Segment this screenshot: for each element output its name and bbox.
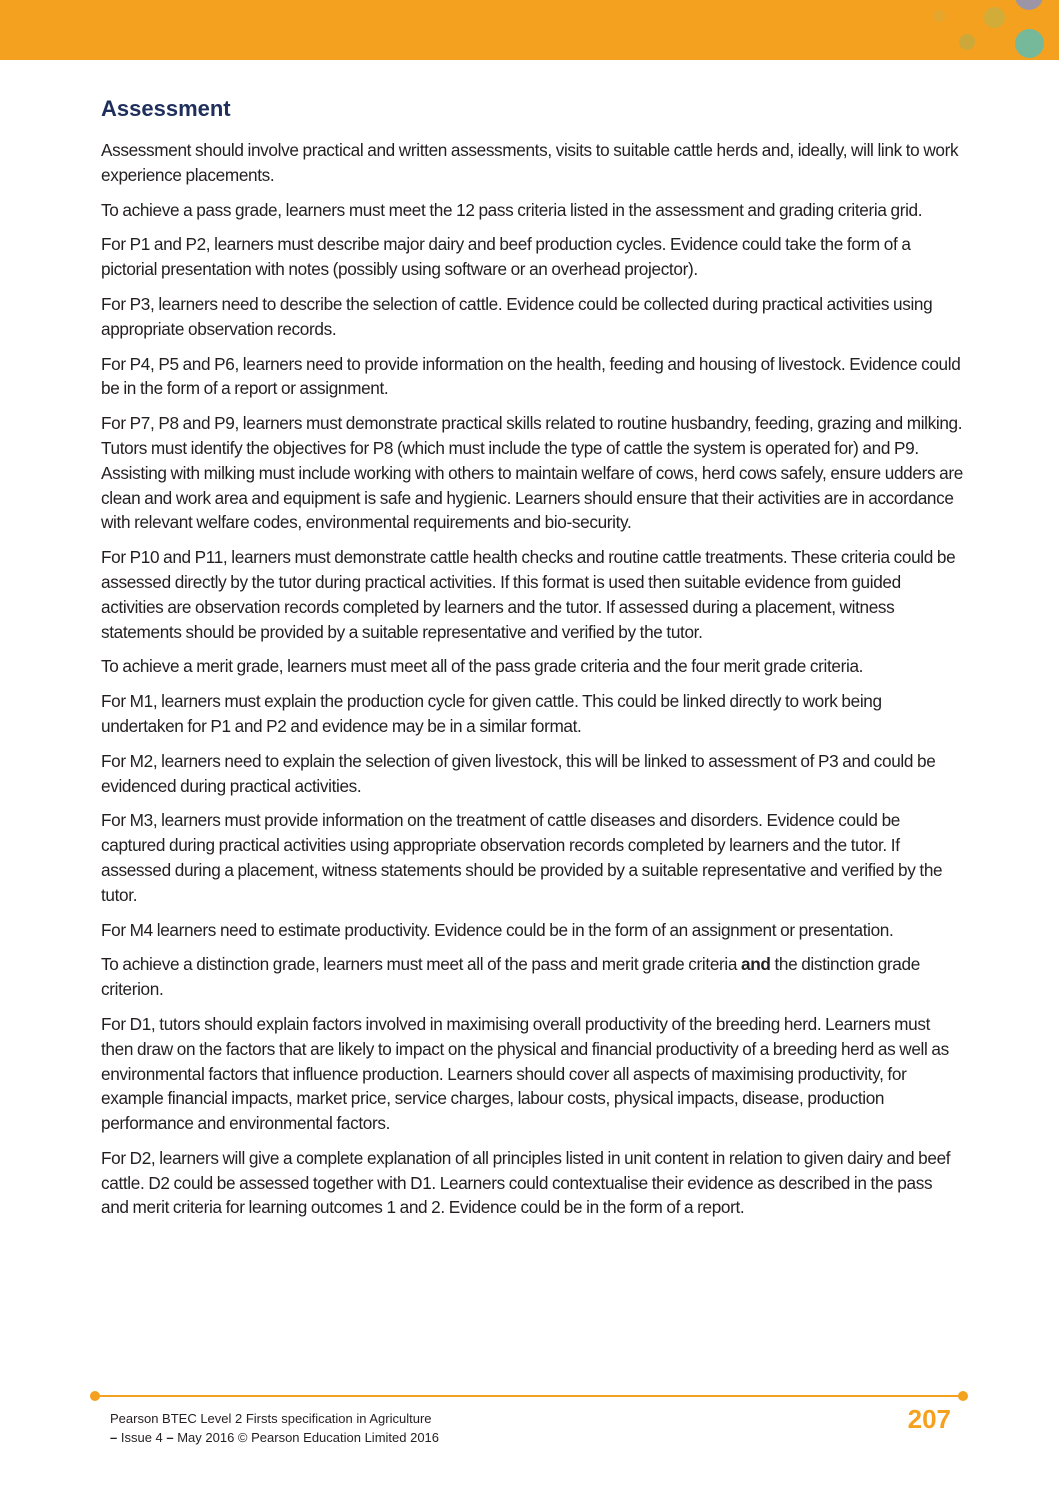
paragraph: For M1, learners must explain the production cycle for given cattle. This could be linked directly to work being undertaken for P1 and P2 and evidence may be in a similar format. [101, 691, 882, 736]
top-banner [0, 0, 1059, 60]
footer-copyright: May 2016 © Pearson Education Limited 2016 [173, 1430, 440, 1445]
paragraph: To achieve a merit grade, learners must meet all of the pass grade criteria and the four merit grade criteria. [101, 656, 864, 677]
paragraph: For D2, learners will give a complete explanation of all principles listed in unit content in relation to given dairy and beef cattle. D2 could be assessed together with D1. Learners could contextualise their evidence as described in the pass and merit criteria for learning outcomes 1 and 2. Evidence could be in the form of a report. [101, 1147, 951, 1218]
paragraph: For P1 and P2, learners must describe major dairy and beef production cycles. Evidence could take the form of a pictorial presentation with notes (possibly using software or an overhead projector). [101, 234, 911, 280]
main-content [101, 94, 963, 1230]
footer-rule [95, 1395, 963, 1397]
decorative-dot-grey [1015, 0, 1043, 10]
paragraph: To achieve a pass grade, learners must meet the 12 pass criteria listed in the assessment and grading criteria grid. [101, 199, 923, 220]
paragraph: For M4 learners need to estimate productivity. Evidence could be in the form of an assignment or presentation. [101, 919, 894, 940]
footer-line-1: Pearson BTEC Level 2 Firsts specification in Agriculture [110, 1411, 432, 1426]
paragraph: For P10 and P11, learners must demonstrate cattle health checks and routine cattle treatments. These criteria could be assessed directly by the tutor during practical activities. If this format is used then suitable evidence from guided activities are observation records completed by learners and the tutor. If assessed during a placement, witness statements should be provided by a suitable representative and verified by the tutor. [101, 547, 956, 642]
footer-issue: Issue 4 [117, 1430, 167, 1445]
footer-dash: – [110, 1430, 118, 1445]
footer-publication-info [110, 1409, 439, 1447]
footer-rule-end-dot [958, 1391, 968, 1401]
paragraph: For M2, learners need to explain the selection of given livestock, this will be linked to assessment of P3 and could be evidenced during practical activities. [101, 750, 936, 796]
bold-text: and [741, 954, 771, 975]
paragraph-text: the distinction grade criterion. [101, 954, 920, 1000]
decorative-dot-green-large [1015, 29, 1044, 58]
paragraph: For D1, tutors should explain factors involved in maximising overall productivity of the breeding herd. Learners must then draw on the factors that are likely to impact on the physical and financial productivity of a breeding herd as well as environmental factors that influence production. Learners should cover all aspects of maximising productivity, for example financial impacts, market price, service charges, labour costs, physical impacts, disease, production performance and environmental factors. [101, 1013, 949, 1134]
section-heading: Assessment [101, 96, 231, 121]
decorative-dot-green-small [959, 34, 975, 50]
footer-dash: – [166, 1430, 174, 1445]
paragraph: For M3, learners must provide information on the treatment of cattle diseases and disorders. Evidence could be captured during practical activities using appropriate observation records completed by learners and the tutor. If assessed during a placement, witness statements should be provided by a suitable representative and verified by the tutor. [101, 810, 943, 905]
paragraph: Assessment should involve practical and written assessments, visits to suitable cattle herds and, ideally, will link to work experience placements. [101, 140, 959, 185]
paragraph: For P4, P5 and P6, learners need to provide information on the health, feeding and housing of livestock. Evidence could be in the form of a report or assignment. [101, 353, 961, 399]
decorative-dot-tiny [933, 10, 945, 22]
page-number: 207 [907, 1404, 951, 1434]
paragraph-text: To achieve a distinction grade, learners must meet all of the pass and merit grade criteria [101, 954, 741, 975]
decorative-dot-green-faint [984, 7, 1005, 28]
footer-line-2 [110, 1428, 439, 1447]
paragraph: For P3, learners need to describe the selection of cattle. Evidence could be collected during practical activities using appropriate observation records. [101, 293, 933, 339]
paragraph-distinction [101, 952, 963, 1002]
paragraph: For P7, P8 and P9, learners must demonstrate practical skills related to routine husbandry, feeding, grazing and milking. Tutors must identify the objectives for P8 (which must include the type of cattle the system is operated for) and P9. Assisting with milking must include working with others to maintain welfare of cows, herd cows safely, ensure udders are clean and work area and equipment is safe and hygienic. Learners should ensure that their activities are in accordance with relevant welfare codes, environmental requirements and bio-security. [101, 413, 963, 533]
